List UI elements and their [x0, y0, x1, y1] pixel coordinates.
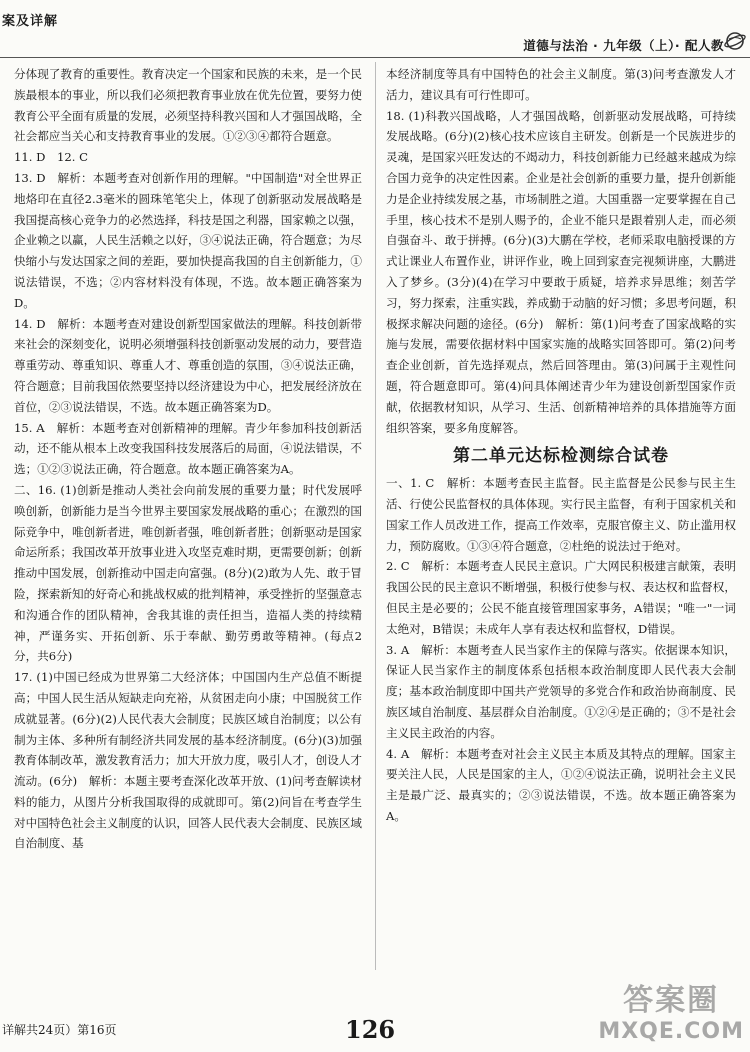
header-rule [0, 57, 750, 58]
answer-paragraph: 2. C 解析：本题考查人民民主意识。广大网民积极建言献策，表明我国公民的民主意识不断增强，积极行使参与权、表达权和监督权，但民主是必要的；公民不能直接管理国家事务，A错误；"唯一"一词太绝对，B错误；未成年人享有表达权和监督权，D错误。 [386, 559, 736, 636]
globe-logo-icon [724, 30, 746, 52]
column-divider [375, 62, 376, 970]
left-column [14, 64, 362, 854]
answer-paragraph: 13. D 解析：本题考查对创新作用的理解。"中国制造"对全世界正地烙印在直径2.3毫米的圆珠笔笔尖上，体现了创新驱动发展战略是我国提高核心竞争力的必然选择，科技是国之利器，国家赖之以强，企业赖之以赢，人民生活赖之以好，③④说法正确，符合题意；为尽快缩小与发达国家之间的差距，要加快提高我国的自主创新能力，①说法错误，不选；②内容材料没有体现，不选。故本题正确答案为D。 [14, 170, 362, 310]
watermark-line-1: 答案圈 [623, 983, 720, 1018]
answer-paragraph: 14. D 解析：本题考查对建设创新型国家做法的理解。科技创新带来社会的深刻变化，说明必须增强科技创新驱动发展的动力，要营造尊重劳动、尊重知识、尊重人才、尊重创造的氛围，③④说法正确，符合题意；目前我国依然要坚持以经济建设为中心，把发展经济放在首位，②③说法错误，不选。故本题正确答案为D。 [14, 316, 362, 414]
answer-paragraph: 17. (1)中国已经成为世界第二大经济体；中国国内生产总值不断提高；中国人民生活从短缺走向充裕，从贫困走向小康；中国脱贫工作成就显著。(6分)(2)人民代表大会制度；民族区域自治制度；以公有制为主体、多种所有制经济共同发展的基本经济制度。(6分)(3)加强教育体制改革，激发教育活力；加大开放力度，吸引人才，创设人才流动。(6分) 解析：本题主要考查深化改革开放、(1)问考查解读材料的能力，从图片分析我国取得的成就即可。第(2)问旨在考查学生对中国特色社会主义制度的认识，回答人民代表大会制度、民族区域自治制度、基 [14, 670, 362, 851]
header-left-title: 案及详解 [2, 14, 59, 29]
watermark [598, 975, 744, 1044]
right-column [386, 64, 736, 827]
watermark-line-2: MXQE.COM [598, 1019, 744, 1044]
answer-paragraph: 一、1. C 解析：本题考查民主监督。民主监督是公民参与民主生活、行使公民监督权的具体体现。实行民主监督，有利于国家机关和国家工作人员改进工作，提高工作效率，克服官僚主义、防止滥用权力，预防腐败。①③④符合题意，②杜绝的说法过于绝对。 [386, 476, 736, 553]
footer-page-info: 详解共24页）第16页 [2, 1023, 117, 1037]
answer-paragraph: 3. A 解析：本题考查人民当家作主的保障与落实。依据课本知识，保证人民当家作主的制度体系包括根本政治制度即人民代表大会制度；基本政治制度即中国共产党领导的多党合作和政治协商制度、民族区域自治制度、基层群众自治制度。①②④是正确的；③不是社会主义民主政治的内容。 [386, 642, 736, 740]
answer-paragraph: 本经济制度等具有中国特色的社会主义制度。第(3)问考查激发人才活力，建议具有可行性即可。 [386, 67, 736, 102]
answer-paragraph: 11. D 12. C [14, 150, 89, 165]
section-title: 第二单元达标检测综合试卷 [453, 446, 669, 467]
answer-paragraph: 18. (1)科教兴国战略，人才强国战略，创新驱动发展战略，可持续发展战略。(6分)(2)核心技术应该自主研发。创新是一个民族进步的灵魂，是国家兴旺发达的不竭动力，科技创新能力已经越来越成为综合国力竞争的决定性因素。企业是社会创新的重要力量，提升创新能力是企业持续发展之基，市场制胜之道。大国重器一定要掌握在自己手里，核心技术不是别人赐予的，企业不能只是跟着别人走，而必须自强奋斗、敢于拼搏。(6分)(3)大鹏在学校，老师采取电脑授课的方式让课业人布置作业，讲评作业，晚上回到家查完视频讲座，大鹏进入了梦乡。(3分)(4)在学习中要敢于质疑，培养求异思维；刻苦学习，努力探索，注重实践，养成勤于动脑的好习惯；多思考问题，积极探求解决问题的途径。(6分) 解析：第(1)问考查了国家战略的实施与发展，需要依据材料中国家实施的战略实回答即可。第(2)问考查企业创新，首先选择观点，然后回答理由。第(3)问属于主观性问题，符合题意即可。第(4)问具体阐述青少年为建设创新型国家作贡献，依据教材知识，从学习、生活、创新精神培养的具体措施等方面组织答案，要多角度解答。 [386, 108, 736, 435]
header-right-title: 道德与法治 · 九年级（上）· 配人教 [523, 38, 724, 53]
page-number: 126 [345, 1015, 396, 1044]
answer-paragraph: 15. A 解析：本题考查对创新精神的理解。青少年参加科技创新活动，还不能从根本上改变我国科技发展落后的局面，④说法错误，不选；①②③说法正确，符合题意。故本题正确答案为A。 [14, 420, 362, 477]
answer-paragraph: 二、16. (1)创新是推动人类社会向前发展的重要力量；时代发展呼唤创新，创新能力是当今世界主要国家发展战略的重心；在激烈的国际竞争中，唯创新者进，唯创新者强，唯创新者胜；创新驱动是国家命运所系；我国改革开放事业进入攻坚克难时期，更需要创新；创新推动中国发展，创新推动中国走向富强。(8分)(2)敢为人先、敢于冒险，探索新知的好奇心和挑战权威的批判精神，承受挫折的坚强意志和沟通合作的团队精神，舍我其谁的责任担当，造福人类的持续精神，严谨务实、开拓创新、乐于奉献、勤劳勇敢等精神。(每点2分，共6分) [14, 482, 362, 664]
answer-paragraph: 4. A 解析：本题考查对社会主义民主本质及其特点的理解。国家主要关注人民，人民是国家的主人，①②④说法正确，说明社会主义民主是最广泛、最真实的；②③说法错误，不选。故本题正确答案为A。 [386, 746, 736, 823]
answer-paragraph: 分体现了教育的重要性。教育决定一个国家和民族的未来，是一个民族最根本的事业，所以我们必须把教育事业放在优先位置，要努力使教育公平全面有质量的发展，必须坚持科教兴国和人才强国战略，全社会都应当关心和支持教育事业的发展。①②③④都符合题意。 [14, 67, 362, 144]
